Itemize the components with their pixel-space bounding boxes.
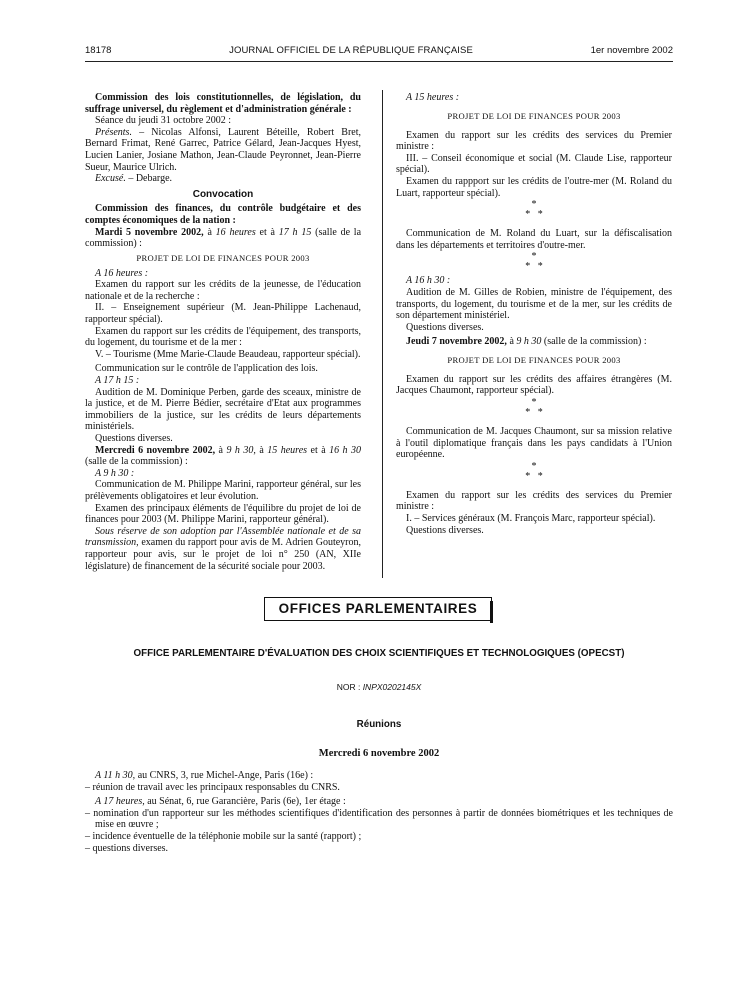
agenda-item: – incidence éventuelle de la téléphonie mobile sur la santé (rapport) ;: [85, 830, 362, 842]
sous-reserve-text: examen du rapport pour avis de M. Adrien Gouteyron, rapporteur pour avis, sur le projet de loi n° 250 (AN, XIIe législature) de financement de la sécurité sociale pour 2003.: [85, 537, 361, 572]
agenda-item: Audition de M. Dominique Perben, garde des sceaux, ministre de la justice, et de M. Pierre Bédier, secrétaire d'Etat aux programmes immobiliers de la justice, sur les crédits de leurs départements ministériels.: [85, 386, 361, 433]
nor-label: NOR :: [336, 682, 363, 692]
jeudi-date: Jeudi 7 novembre 2002,: [406, 336, 507, 348]
star: * *: [525, 261, 543, 273]
offices-banner-label: OFFICES PARLEMENTAIRES: [264, 597, 492, 621]
mardi-time-1: 16 heures: [215, 226, 256, 238]
seance-date: Séance du jeudi 31 octobre 2002 :: [95, 115, 232, 127]
text-fragment: à: [215, 444, 227, 456]
time-11h30: A 11 h 30,: [95, 770, 136, 781]
column-divider: [382, 90, 383, 578]
page-header: [85, 45, 673, 62]
agenda-item: Audition de M. Gilles de Robien, ministre de l'équipement, des transports, du logement, du tourisme et de la mer, sur les crédits de son département ministériel.: [396, 286, 672, 322]
text-fragment: , à: [253, 444, 268, 456]
excuse-label: Excusé.: [95, 173, 126, 185]
place-cnrs: au CNRS, 3, rue Michel-Ange, Paris (16e) :: [135, 770, 314, 781]
agenda-item: Communication de M. Jacques Chaumont, sur sa mission relative à l'outil diplomatique français dans les pays candidats à l'Union européenne.: [396, 426, 672, 461]
star: *: [531, 460, 537, 472]
time-17h15: A 17 h 15 :: [95, 375, 140, 387]
commission-lois-title: Commission des lois constitutionnelles, de législation, du suffrage universel, du règlement et d'administration générale :: [85, 92, 361, 115]
presents-label: Présents.: [95, 126, 132, 138]
jeudi-schedule: [396, 336, 672, 348]
presents-list: – Nicolas Alfonsi, Laurent Béteille, Robert Bret, Bernard Frimat, René Garrec, Patrice Gélard, Jean-Jacques Hyest, Lucien Lanier, Josiane Mathon, Jean-Claude Peyronnet, Jean-Pierre Sueur, Maurice Ulrich.: [85, 126, 361, 173]
projet-loi-heading-2: PROJET DE LOI DE FINANCES POUR 2003: [447, 110, 621, 121]
mercredi-time-3: 16 h 30: [329, 444, 362, 456]
issue-date: 1er novembre 2002: [590, 45, 673, 56]
jeudi-time: 9 h 30: [516, 336, 542, 348]
time-9h30: A 9 h 30 :: [95, 467, 135, 479]
projet-loi-heading-3: PROJET DE LOI DE FINANCES POUR 2003: [447, 354, 621, 365]
agenda-item: Examen du rapport sur les crédits des affaires étrangères (M. Jacques Chaumont, rapporteur spécial).: [396, 373, 672, 397]
journal-title: JOURNAL OFFICIEL DE LA RÉPUBLIQUE FRANÇAISE: [229, 45, 473, 56]
convocation-heading: Convocation: [192, 188, 254, 200]
asterism-2: [396, 252, 672, 272]
projet-loi-heading-1: PROJET DE LOI DE FINANCES POUR 2003: [136, 252, 310, 263]
agenda-item: – réunion de travail avec les principaux responsables du CNRS.: [85, 781, 340, 793]
agenda-item: Communication sur le contrôle de l'application des lois.: [95, 363, 318, 375]
star: * *: [525, 407, 543, 419]
mercredi-time-1: 9 h 30: [226, 444, 254, 456]
mercredi-date: Mercredi 6 novembre 2002,: [95, 444, 216, 456]
mercredi-schedule: [85, 445, 361, 468]
star: *: [531, 251, 537, 263]
agenda-item: Examen du rapport sur les crédits de la jeunesse, de l'éducation nationale et de la recherche :: [85, 279, 361, 302]
office-title: OFFICE PARLEMENTAIRE D'ÉVALUATION DES CHOIX SCIENTIFIQUES ET TECHNOLOGIQUES (OPECST): [133, 648, 625, 659]
text-fragment: et à: [307, 444, 330, 456]
asterism-3: [396, 398, 672, 418]
agenda-item: II. – Enseignement supérieur (M. Jean-Philippe Lachenaud, rapporteur spécial).: [85, 302, 361, 326]
agenda-item: – questions diverses.: [85, 842, 169, 854]
reunions-heading: Réunions: [356, 719, 402, 730]
agenda-item: Examen du rappport sur les crédits de l'outre-mer (M. Roland du Luart, rapporteur spécial).: [396, 175, 672, 199]
agenda-item: Questions diverses.: [95, 433, 173, 444]
offices-banner: [264, 597, 494, 623]
agenda-item: Examen des principaux éléments de l'équilibre du projet de loi de finances pour 2003 (M. Philippe Marini, rapporteur général).: [85, 502, 361, 526]
sous-reserve-italic: Sous réserve de son adoption par l'Assemblée nationale et de sa transmission,: [85, 525, 361, 549]
nor-reference: [85, 683, 673, 693]
agenda-item: Communication de M. Roland du Luart, sur la défiscalisation dans les départements et territoires d'outre-mer.: [396, 228, 672, 251]
text-fragment: à: [506, 336, 517, 348]
time-15h: A 15 heures :: [406, 92, 460, 103]
time-16h: A 16 heures :: [95, 267, 149, 279]
text-fragment: à: [203, 226, 216, 238]
mardi-schedule: [85, 227, 361, 250]
star: *: [531, 199, 537, 211]
mercredi-time-2: 15 heures: [267, 444, 308, 456]
agenda-item: Questions diverses.: [406, 321, 484, 333]
agenda-item: V. – Tourisme (Mme Marie-Claude Beaudeau, rapporteur spécial).: [95, 348, 361, 360]
agenda-item: Questions diverses.: [406, 524, 484, 536]
right-column: [396, 92, 672, 536]
text-fragment: (salle de la commission) :: [85, 456, 188, 468]
agenda-item: Examen du rapport sur les crédits des services du Premier ministre :: [396, 129, 672, 153]
left-column: [85, 92, 361, 572]
asterism-1: [396, 200, 672, 220]
opecst-agenda: [85, 770, 673, 854]
mardi-date: Mardi 5 novembre 2002,: [95, 226, 204, 238]
agenda-item: – nomination d'un rapporteur sur les méthodes scientifiques d'identification des personnes à partir de données biométriques et les techniques de mise en œuvre ;: [85, 807, 673, 831]
presents-paragraph: [85, 127, 361, 173]
senat-meeting: [85, 796, 673, 808]
mardi-time-2: 17 h 15: [278, 226, 312, 238]
star: * *: [525, 209, 543, 221]
meeting-date: Mercredi 6 novembre 2002: [318, 748, 440, 759]
time-16h30: A 16 h 30 :: [406, 275, 451, 287]
nor-value: INPX0202145X: [362, 682, 422, 692]
agenda-item: Communication de M. Philippe Marini, rapporteur général, sur les prélèvements obligatoires et leur évolution.: [85, 479, 361, 502]
agenda-item: III. – Conseil économique et social (M. Claude Lise, rapporteur spécial).: [396, 152, 672, 176]
agenda-item: Examen du rapport sur les crédits des services du Premier ministre :: [396, 489, 672, 513]
text-fragment: (salle de la commission) :: [541, 336, 647, 348]
star: *: [531, 397, 537, 409]
sous-reserve-paragraph: [85, 526, 361, 572]
commission-finances-title: Commission des finances, du contrôle budgétaire et des comptes économiques de la nation :: [85, 203, 361, 226]
text-fragment: et à: [255, 226, 279, 238]
time-17h: A 17 heures,: [95, 796, 145, 808]
agenda-item: I. – Services généraux (M. François Marc, rapporteur spécial).: [406, 513, 656, 524]
page-number: 18178: [85, 45, 112, 56]
star: * *: [525, 470, 543, 482]
text-fragment: (salle de la commission) :: [85, 226, 362, 250]
excuse-list: – Debarge.: [125, 173, 173, 185]
cnrs-meeting: [85, 770, 673, 782]
place-senat: au Sénat, 6, rue Garancière, Paris (6e), 1er étage :: [144, 796, 346, 808]
agenda-item: Examen du rapport sur les crédits de l'équipement, des transports, du logement, du tourisme et de la mer :: [85, 325, 361, 349]
asterism-4: [396, 462, 672, 482]
excuse-paragraph: [85, 173, 361, 185]
